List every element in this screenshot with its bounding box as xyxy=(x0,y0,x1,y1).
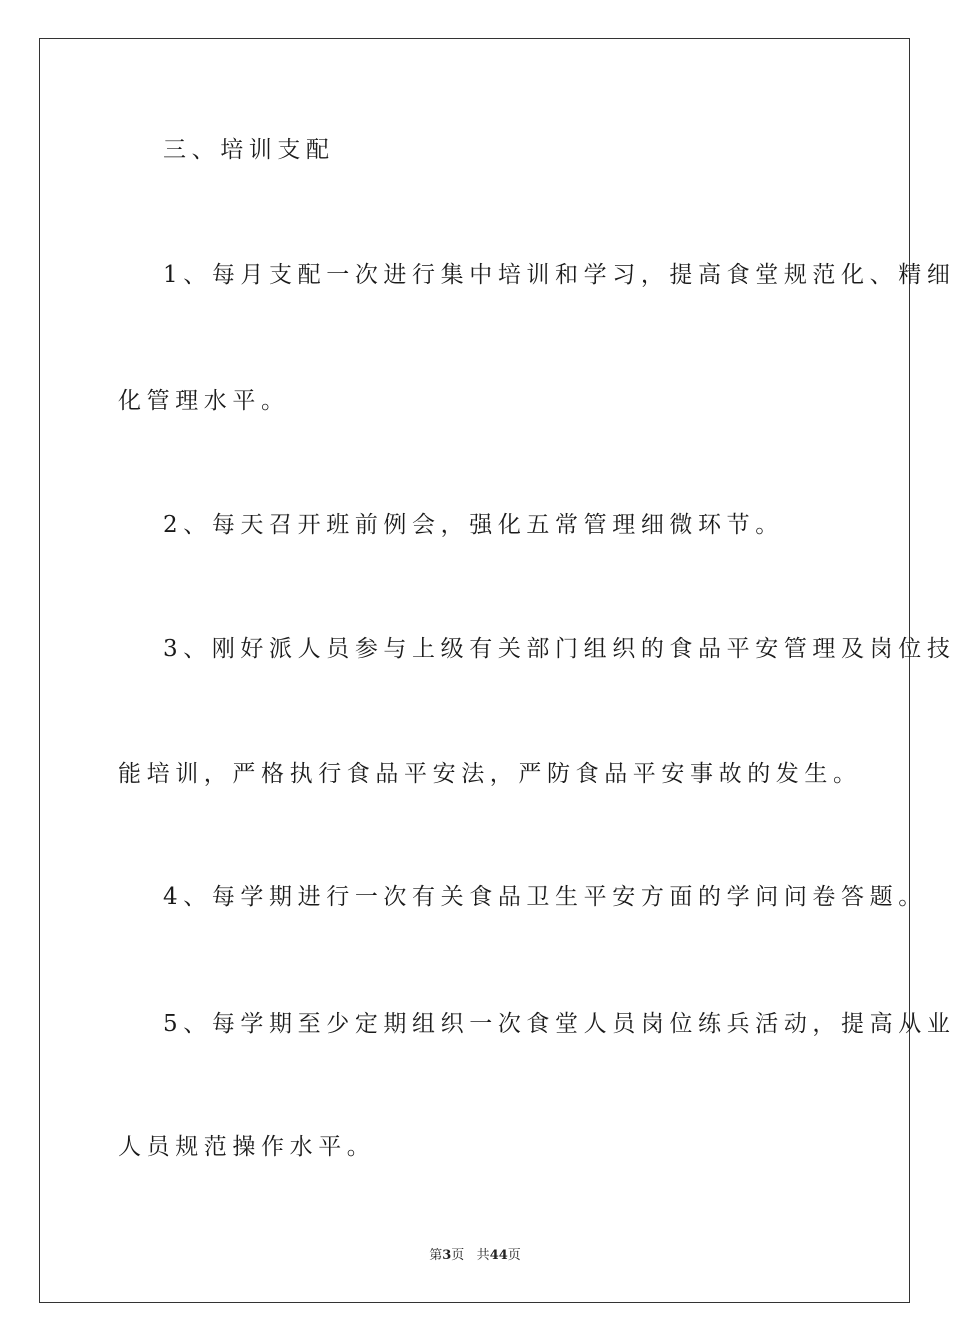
page-number: 3 xyxy=(442,1248,452,1263)
paragraph-3-line-1: 3、刚好派人员参与上级有关部门组织的食品平安管理及岗位技 xyxy=(163,636,955,662)
paragraph-1-line-2: 化管理水平。 xyxy=(118,388,290,414)
page-prefix: 第 xyxy=(429,1248,443,1263)
total-prefix: 共 xyxy=(476,1248,490,1263)
section-heading: 三、培训支配 xyxy=(163,137,335,163)
paragraph-5-line-1: 5、每学期至少定期组织一次食堂人员岗位练兵活动，提高从业 xyxy=(163,1011,955,1037)
paragraph-4-line-1: 4、每学期进行一次有关食品卫生平安方面的学问问卷答题。 xyxy=(163,884,927,910)
paragraph-1-line-1: 1、每月支配一次进行集中培训和学习，提高食堂规范化、精细 xyxy=(163,262,955,288)
paragraph-3-line-2: 能培训，严格执行食品平安法，严防食品平安事故的发生。 xyxy=(118,761,862,787)
total-suffix: 页 xyxy=(507,1248,521,1263)
paragraph-5-line-2: 人员规范操作水平。 xyxy=(118,1134,376,1160)
total-pages: 44 xyxy=(489,1248,508,1263)
paragraph-2-line-1: 2、每天召开班前例会，强化五常管理细微环节。 xyxy=(163,512,784,538)
page-border xyxy=(39,38,955,1303)
page-suffix: 页 xyxy=(451,1248,465,1263)
page-footer xyxy=(0,1247,950,1265)
